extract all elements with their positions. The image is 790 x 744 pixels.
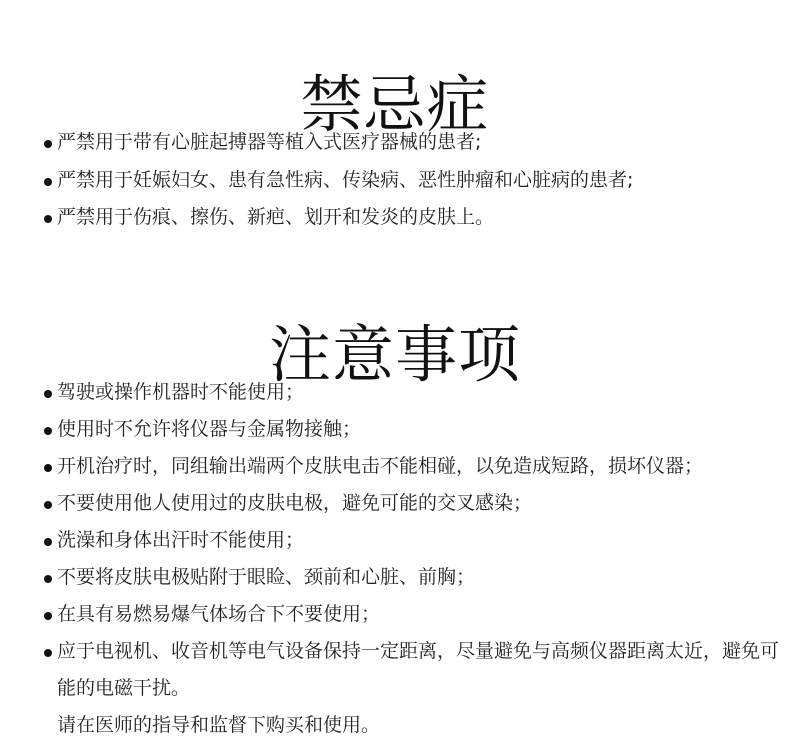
bullet-dot-icon [44, 140, 52, 148]
list-item-text: 严禁用于带有心脏起搏器等植入式医疗器械的患者; [57, 131, 482, 153]
bullet-dot-icon [44, 390, 52, 398]
list-item [42, 596, 782, 633]
list-item-text: 不要使用他人使用过的皮肤电极，避免可能的交叉感染； [57, 492, 533, 514]
bullet-dot-icon [44, 215, 52, 223]
list-item [42, 559, 782, 596]
list-item [42, 448, 782, 485]
closing-note: 请在医师的指导和监督下购买和使用。 [57, 714, 381, 736]
bullet-dot-icon [44, 575, 52, 583]
precautions-title: 注意事项 [268, 317, 521, 391]
bullet-dot-icon [44, 427, 52, 435]
list-item [42, 633, 782, 707]
list-item [42, 522, 782, 559]
bullet-dot-icon [44, 464, 52, 472]
bullet-dot-icon [44, 612, 52, 620]
list-item [42, 374, 782, 411]
bullet-dot-icon [44, 178, 52, 186]
list-item [42, 162, 782, 200]
list-item-text: 应于电视机、收音机等电气设备保持一定距离，尽量避免与高频仪器距离太近，避免可能的电磁干扰。 [57, 640, 780, 699]
list-item [42, 199, 782, 237]
list-item [42, 485, 782, 522]
list-item-text: 不要将皮肤电极贴附于眼睑、颈前和心脏、前胸； [57, 566, 476, 588]
bullet-dot-icon [44, 649, 52, 657]
list-item-text: 严禁用于伤痕、擦伤、新疤、划开和发炎的皮肤上。 [57, 206, 495, 228]
list-item [42, 124, 782, 162]
contraindications-list [42, 124, 782, 237]
list-item-text: 洗澡和身体出汗时不能使用； [57, 529, 305, 551]
list-item-text: 在具有易燃易爆气体场合下不要使用； [57, 603, 381, 625]
list-item-text: 驾驶或操作机器时不能使用； [57, 381, 305, 403]
list-item-text: 严禁用于妊娠妇女、患有急性病、传染病、恶性肿瘤和心脏病的患者; [57, 168, 634, 191]
list-item-text: 开机治疗时，同组输出端两个皮肤电击不能相碰，以免造成短路，损坏仪器； [57, 455, 704, 477]
bullet-dot-icon [44, 538, 52, 546]
bullet-dot-icon [44, 501, 52, 509]
contraindications-title: 禁忌症 [300, 67, 490, 141]
list-item [42, 411, 782, 448]
precautions-list [42, 374, 782, 744]
list-item-text: 使用时不允许将仪器与金属物接触； [57, 418, 362, 440]
